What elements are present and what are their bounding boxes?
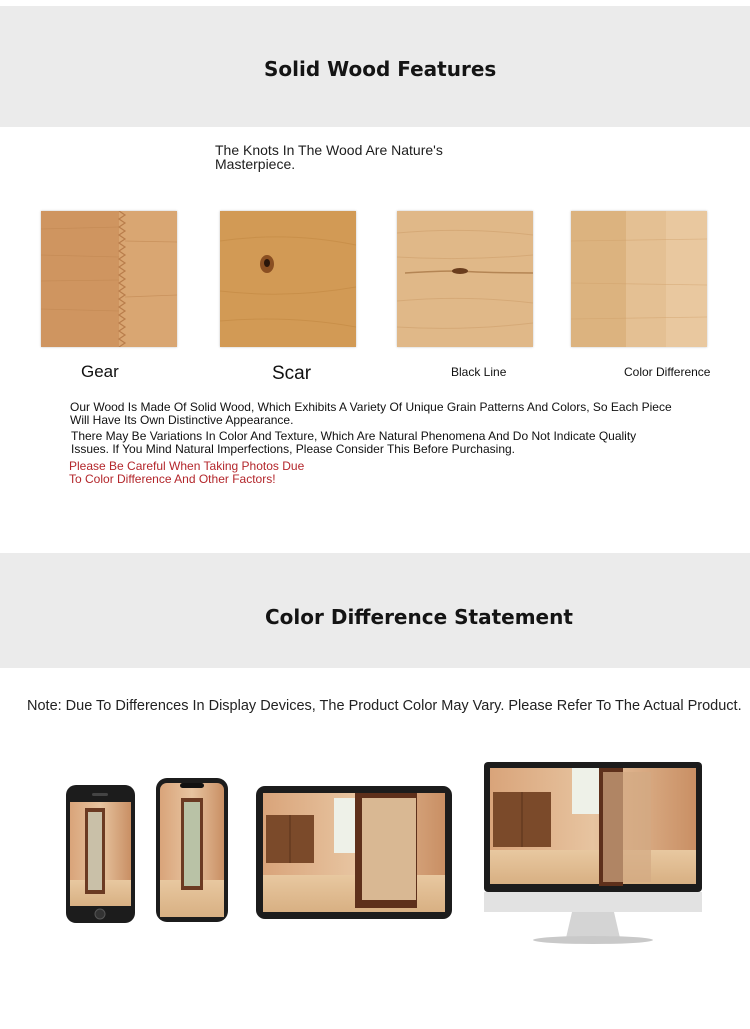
- section1-title: Solid Wood Features: [264, 57, 497, 81]
- description-line-2: Will Have Its Own Distinctive Appearance.: [70, 413, 294, 427]
- swatch-scar-image: [220, 211, 356, 347]
- swatch-label-black-line: Black Line: [451, 365, 507, 379]
- description-line-1: Our Wood Is Made Of Solid Wood, Which Exhibits A Variety Of Unique Grain Patterns And Colors, So Each Piece: [70, 400, 672, 414]
- swatch-label-scar: Scar: [272, 363, 312, 384]
- description-paragraph-2: [71, 430, 691, 456]
- swatch-color-difference-image: [571, 211, 707, 347]
- knots-line-2: Masterpiece.: [215, 156, 296, 172]
- warning-line-1: Please Be Careful When Taking Photos Due: [69, 459, 305, 473]
- phone-1: [66, 785, 135, 923]
- section2-title: Color Difference Statement: [265, 605, 573, 629]
- phone-2: [156, 778, 228, 922]
- swatch-label-color-difference: Color Difference: [624, 365, 711, 379]
- photo-warning: [69, 460, 304, 486]
- description-line-3: There May Be Variations In Color And Texture, Which Are Natural Phenomena And Do Not Indicate Quality: [71, 429, 637, 443]
- swatch-gear-image: [41, 211, 177, 347]
- color-difference-note: Note: Due To Differences In Display Devices, The Product Color May Vary. Please Refer To The Actual Product.: [27, 698, 742, 714]
- warning-line-2: To Color Difference And Other Factors!: [69, 472, 276, 486]
- display-devices-illustration: [0, 740, 750, 960]
- description-line-4: Issues. If You Mind Natural Imperfections, Please Consider This Before Purchasing.: [71, 442, 516, 456]
- description-paragraph-1: [70, 401, 690, 427]
- swatch-label-gear: Gear: [81, 362, 119, 381]
- knots-line-1: The Knots In The Wood Are Nature's: [215, 142, 443, 158]
- tablet: [256, 786, 452, 919]
- monitor: [484, 762, 702, 944]
- knots-statement: [215, 143, 475, 171]
- swatch-black-line-image: [397, 211, 533, 347]
